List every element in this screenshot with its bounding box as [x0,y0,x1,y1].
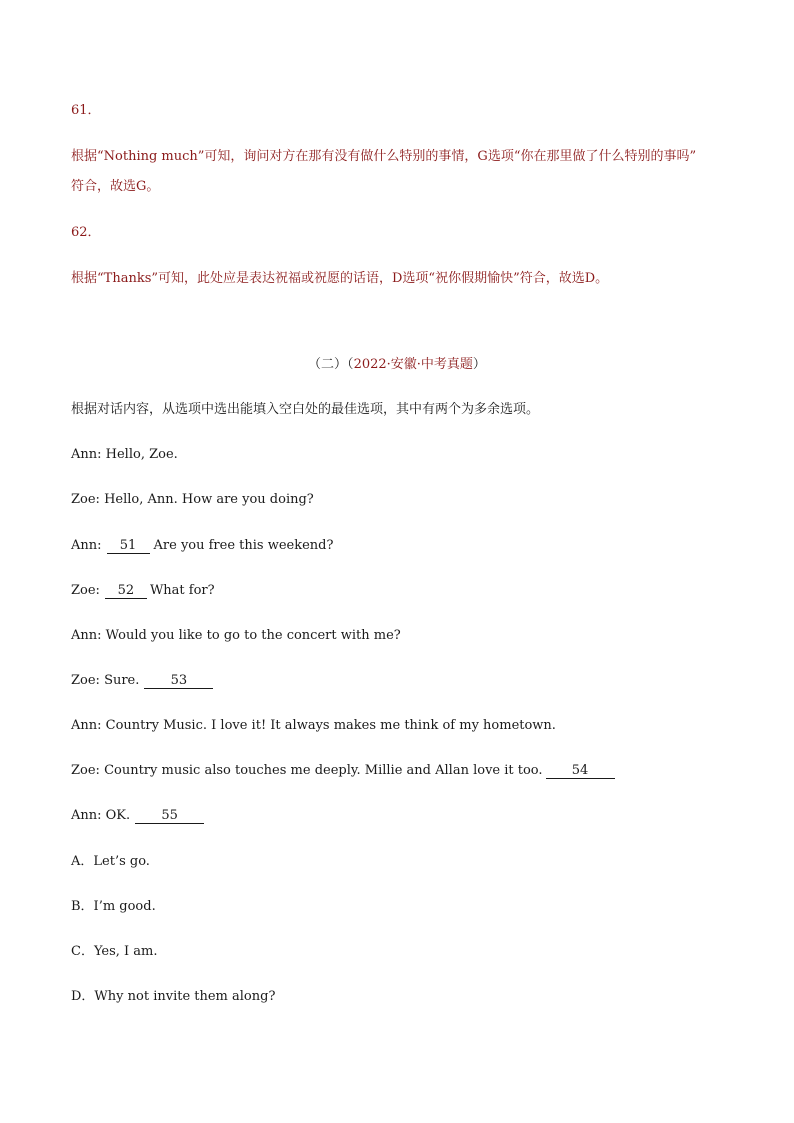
blank-52[interactable]: 52 [105,583,147,599]
answer-62-number: 62． [71,225,101,240]
option-c: C．Yes, I am. [71,944,158,959]
answer-62-explanation-line1: 根据“Thanks”可知，此处应是表达祝福或祝愿的话语，D选项“祝你假期愉快”符合，故选D。 [71,271,609,286]
dialogue-line: Ann: Country Music. I love it! It always makes me think of my hometown. [71,718,556,733]
blank-54[interactable]: 54 [546,763,615,779]
dialogue-line: Ann: Hello, Zoe. [71,447,178,462]
blank-55[interactable]: 55 [135,808,204,824]
dialogue-line-blank-52 [71,582,215,600]
dialogue-line-blank-51 [71,537,333,555]
dialogue-speaker: Zoe: Sure. [71,673,140,688]
dialogue-line-blank-54 [71,762,615,780]
blank-51[interactable]: 51 [107,538,150,554]
answer-61-explanation-line1: 根据“Nothing much”可知，询问对方在那有没有做什么特别的事情，G选项“你在那里做了什么特别的事吗” [71,149,697,164]
section-source: 2022·安徽·中考真题 [353,357,473,372]
dialogue-speaker: Zoe: [71,583,100,598]
dialogue-line: Ann: Would you like to go to the concert with me? [71,628,401,643]
option-d: D．Why not invite them along? [71,989,276,1004]
section-title-suffix: ） [472,357,486,372]
dialogue-text: Are you free this weekend? [153,538,334,553]
instruction-text: 根据对话内容，从选项中选出能填入空白处的最佳选项，其中有两个为多余选项。 [71,402,540,417]
dialogue-speaker: Ann: OK. [71,808,131,823]
dialogue-speaker: Zoe: Country music also touches me deeply. Millie and Allan love it too. [71,763,543,778]
option-a: A．Let’s go. [71,854,150,869]
dialogue-line-blank-55 [71,807,204,825]
answer-61-explanation-line2: 符合，故选G。 [71,179,160,194]
dialogue-line: Zoe: Hello, Ann. How are you doing? [71,492,314,507]
section-title [0,356,794,374]
section-title-prefix: （二）（ [308,357,354,372]
dialogue-speaker: Ann: [71,538,102,553]
answer-61-number: 61． [71,103,101,118]
dialogue-text: What for? [149,583,215,598]
dialogue-line-blank-53 [71,672,213,690]
option-b: B．I’m good. [71,899,156,914]
blank-53[interactable]: 53 [144,673,213,689]
